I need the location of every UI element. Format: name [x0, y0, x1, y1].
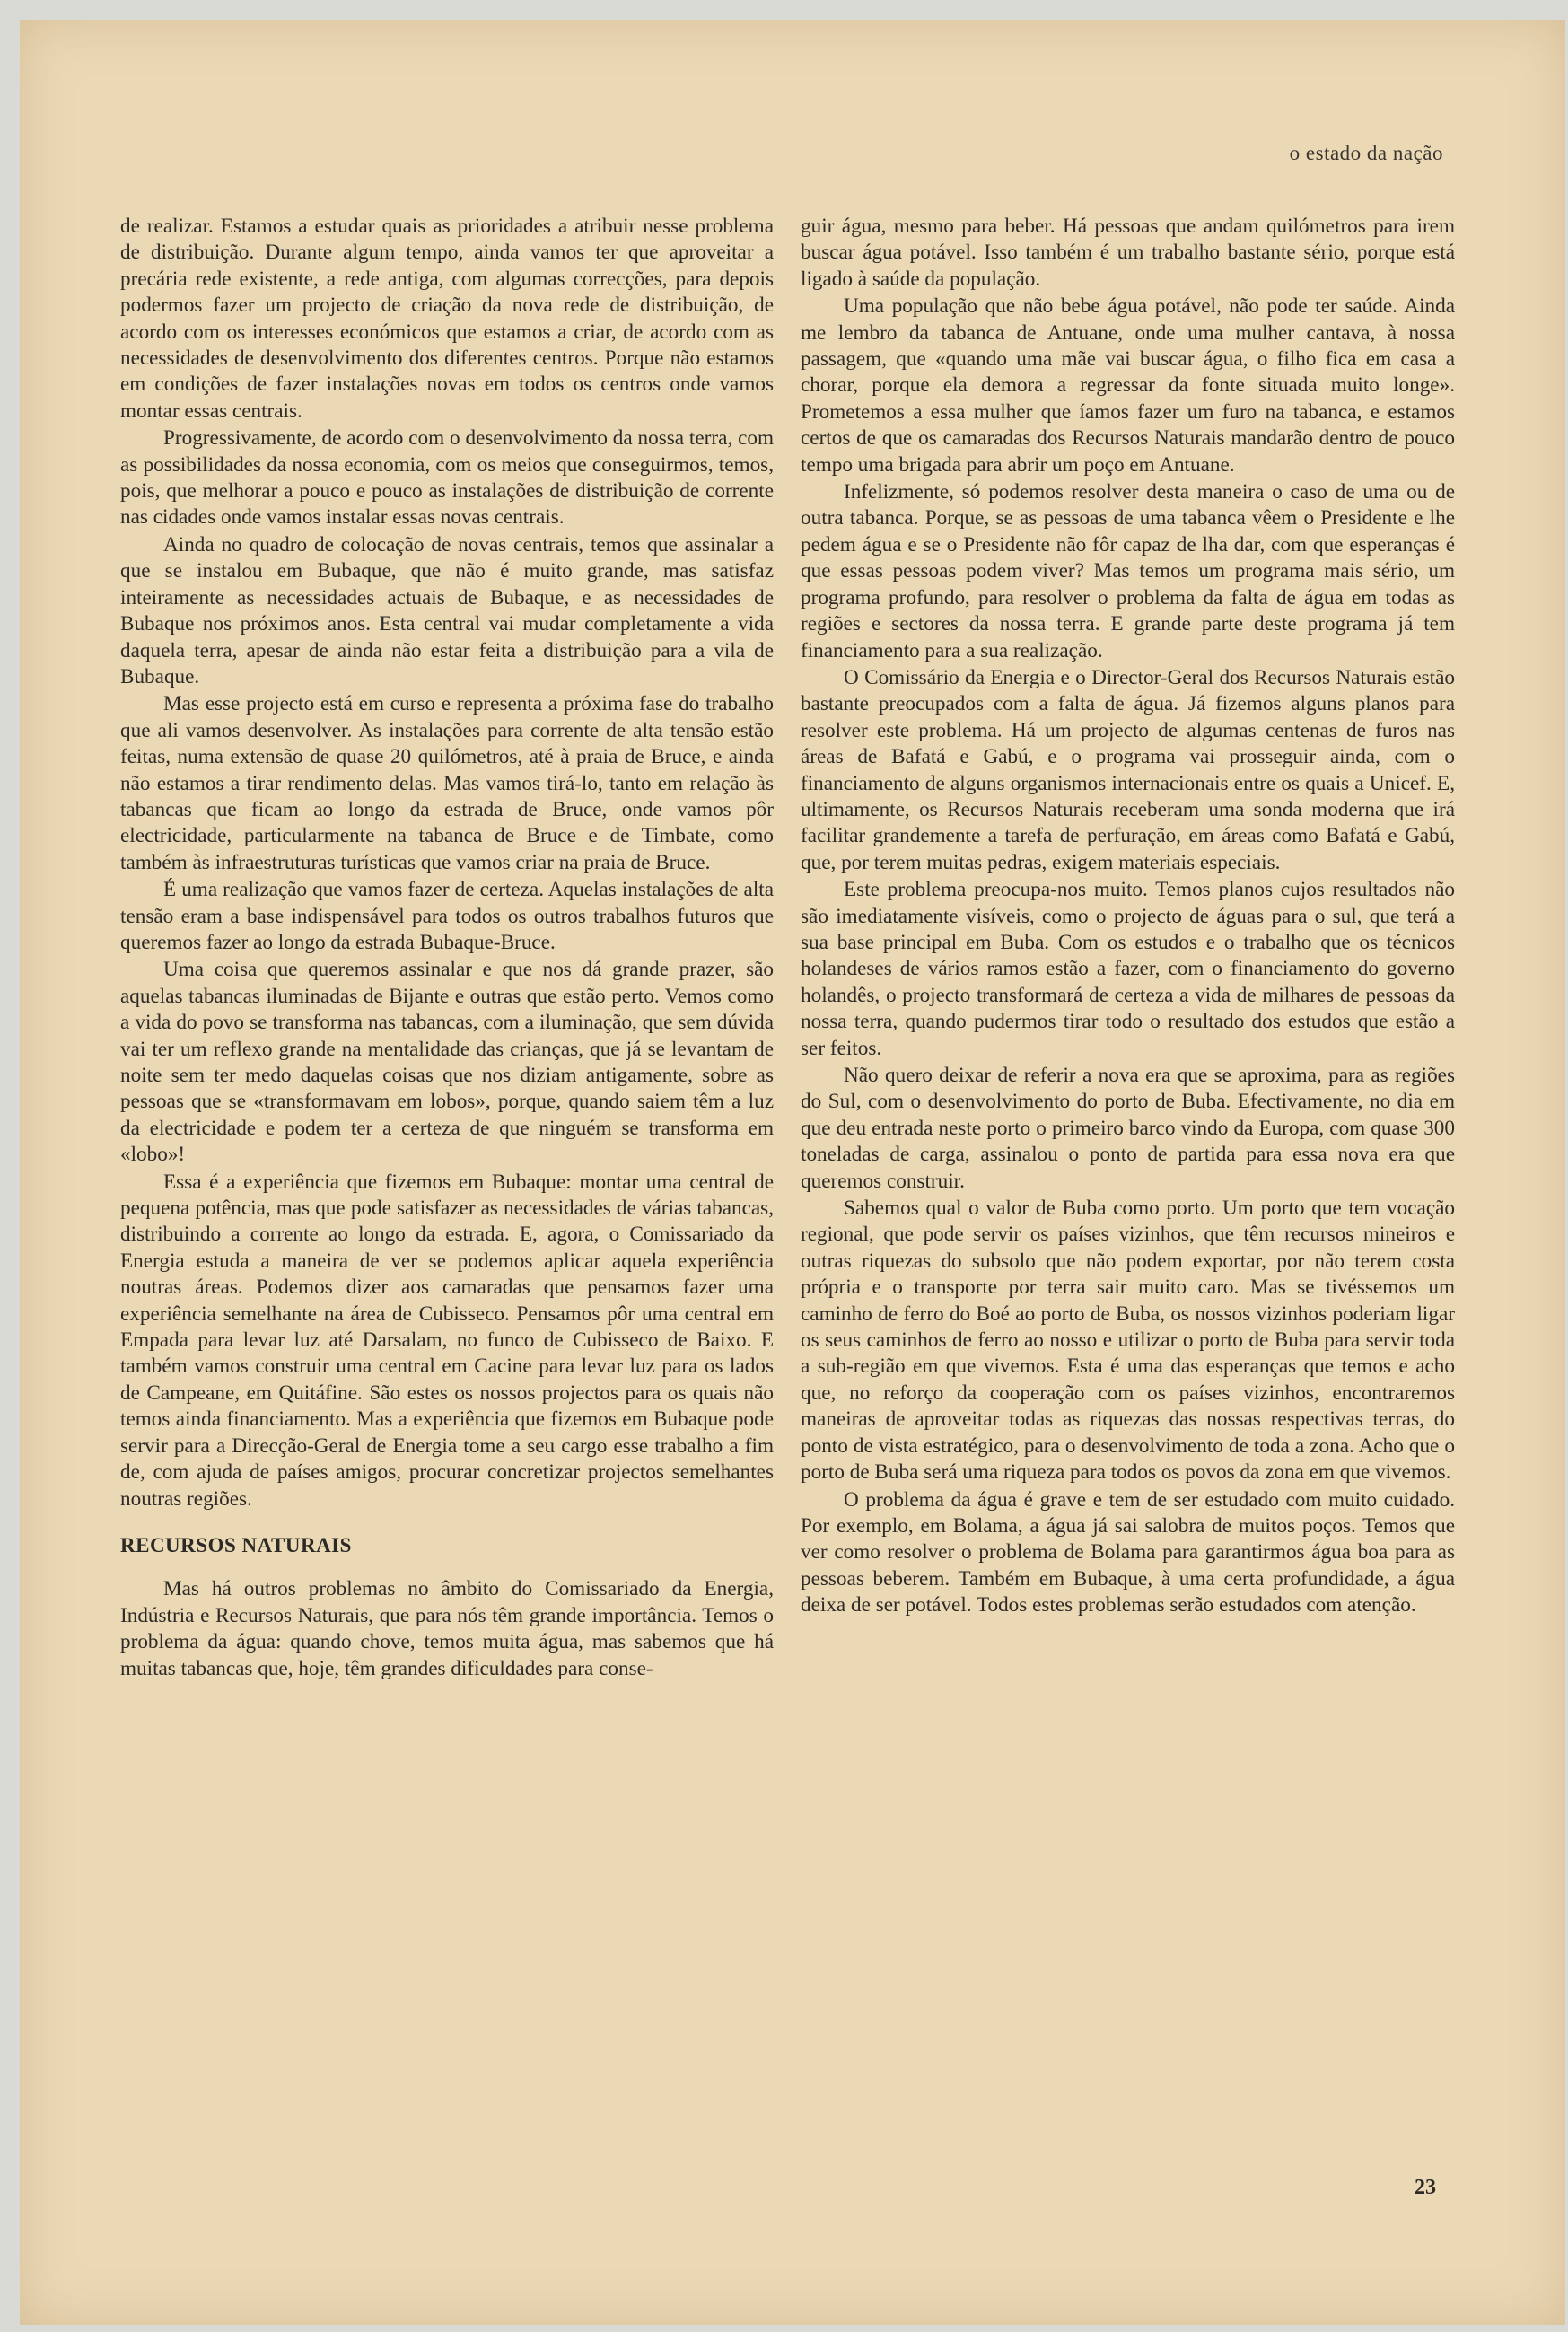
section-header: o estado da nação	[1289, 142, 1443, 164]
paragraph: O Comissário da Energia e o Director-Geral dos Recursos Naturais estão bastante preocupados com a falta de água. Já fizemos alguns planos para resolver este problema. Há um projecto de algumas centenas de furos nas áreas de Bafatá e Gabú, e o programa vai prosseguir ainda, com o financiamento de alguns organismos internacionais entre os quais a Unicef. E, ultimamente, os Recursos Naturais receberam uma sonda moderna que irá facilitar grandemente a tarefa de perfuração, em áreas como Bafatá e Gabú, que, por terem muitas pedras, exigem materiais especiais.	[801, 665, 1455, 874]
paragraph: Mas há outros problemas no âmbito do Comissariado da Energia, Indústria e Recursos Naturais, que para nós têm grande importância. Temos o problema da água: quando chove, temos muita água, mas sabemos que há muitas tabancas que, hoje, têm grandes dificuldades para conse-	[120, 1577, 774, 1680]
magazine-page	[20, 20, 1565, 2325]
paragraph: É uma realização que vamos fazer de certeza. Aquelas instalações de alta tensão eram a base indispensável para todos os outros trabalhos futuros que queremos fazer ao longo da estrada Bubaque-Bruce.	[120, 878, 774, 954]
paragraph: Progressivamente, de acordo com o desenvolvimento da nossa terra, com as possibilidades da nossa economia, com os meios que conseguirmos, temos, pois, que melhorar a pouco e pouco as instalações de distribuição de corrente nas cidades onde vamos instalar essas novas centrais.	[120, 426, 774, 530]
paragraph: O problema da água é grave e tem de ser estudado com muito cuidado. Por exemplo, em Bolama, a água já sai salobra de muitos poços. Temos que ver como resolver o problema de Bolama para garantirmos água boa para as pessoas beberem. Também em Bubaque, à uma certa profundidade, a água deixa de ser potável. Todos estes problemas serão estudados com atenção.	[801, 1487, 1455, 1617]
paragraph: Sabemos qual o valor de Buba como porto. Um porto que tem vocação regional, que pode servir os países vizinhos, que têm recursos mineiros e outras riquezas do subsolo que não podem exportar, por não terem costa própria e o transporte por terra sair muito caro. Mas se tivéssemos um caminho de ferro do Boé ao porto de Buba, os nossos vizinhos poderiam ligar os seus caminhos de ferro ao nosso e utilizar o porto de Buba para servir toda a sub-região em que vivemos. Esta é uma das esperanças que temos e acho que, no reforço da cooperação com os países vizinhos, encontraremos maneiras de aproveitar todas as riquezas das nossas respectivas terras, do ponto de vista estratégico, para o desenvolvimento de toda a zona. Acho que o porto de Buba será uma riqueza para todos os povos da zona em que vivemos.	[801, 1197, 1455, 1485]
paragraph: de realizar. Estamos a estudar quais as prioridades a atribuir nesse problema de distribuição. Durante algum tempo, ainda vamos ter que aproveitar a precária rede existente, a rede antiga, com algumas correcções, para depois podermos fazer um projecto de criação da nova rede de distribuição, de acordo com os interesses económicos que estamos a criar, de acordo com as necessidades de desenvolvimento dos diferentes centros. Porque não estamos em condições de fazer instalações novas em todos os centros onde vamos montar essas centrais.	[120, 215, 774, 423]
paragraph: Não quero deixar de referir a nova era que se aproxima, para as regiões do Sul, com o desenvolvimento do porto de Buba. Efectivamente, no dia em que deu entrada neste porto o primeiro barco vindo da Europa, com quase 300 toneladas de carga, assinalou o ponto de partida para essa nova era que queremos construir.	[801, 1064, 1455, 1193]
paragraph: Essa é a experiência que fizemos em Bubaque: montar uma central de pequena potência, mas que pode satisfazer as necessidades de várias tabancas, distribuindo a corrente ao longo da estrada. E, agora, o Comissariado da Energia estuda a maneira de ver se podemos aplicar aquela experiência noutras áreas. Podemos dizer aos camaradas que pensamos fazer uma experiência semelhante na área de Cubisseco. Pensamos pôr uma central em Empada para levar luz até Darsalam, no funco de Cubisseco de Baixo. E também vamos construir uma central em Cacine para levar luz para os lados de Campeane, em Quitáfine. São estes os nossos projectos para os quais não temos ainda financiamento. Mas a experiência que fizemos em Bubaque pode servir para a Direcção-Geral de Energia tome a seu cargo esse trabalho a fim de, com ajuda de países amigos, procurar concretizar projectos semelhantes noutras regiões.	[120, 1170, 774, 1511]
right-column	[801, 214, 1455, 1620]
paragraph: Ainda no quadro de colocação de novas centrais, temos que assinalar a que se instalou em Bubaque, que não é muito grande, mas satisfaz inteiramente as necessidades actuais de Bubaque, e as necessidades de Bubaque nos próximos anos. Esta central vai mudar completamente a vida daquela terra, apesar de ainda não estar feita a distribuição para a vila de Bubaque.	[120, 532, 774, 688]
paragraph: Mas esse projecto está em curso e representa a próxima fase do trabalho que ali vamos desenvolver. As instalações para corrente de alta tensão estão feitas, numa extensão de quase 20 quilómetros, até à praia de Bruce, e ainda não estamos a tirar rendimento delas. Mas vamos tirá-lo, tanto em relação às tabancas que ficam ao longo da estrada de Bruce, onde vamos pôr electricidade, particularmente na tabanca de Bruce e de Timbate, como também às infraestruturas turísticas que vamos criar na praia de Bruce.	[120, 692, 774, 874]
paragraph: Uma coisa que queremos assinalar e que nos dá grande prazer, são aquelas tabancas iluminadas de Bijante e outras que estão perto. Vemos como a vida do povo se transforma nas tabancas, com a iluminação, que sem dúvida vai ter um reflexo grande na mentalidade das crianças, que já se levantam de noite sem ter medo daquelas coisas que nos diziam antigamente, sobre as pessoas que se «transformavam em lobos», porque, quando saiem têm a luz da electricidade e podem ter a certeza de que ninguém se transforma em «lobo»!	[120, 958, 774, 1167]
left-column	[120, 214, 774, 1683]
paragraph: Uma população que não bebe água potável, não pode ter saúde. Ainda me lembro da tabanca de Antuane, onde uma mulher cantava, à nossa passagem, que «quando uma mãe vai buscar água, o filho fica em casa a chorar, porque ela demora a regressar da fonte situada muito longe». Prometemos a essa mulher que íamos fazer um furo na tabanca, e estamos certos de que os camaradas dos Recursos Naturais mandarão dentro de pouco tempo uma brigada para abrir um poço em Antuane.	[801, 294, 1455, 477]
page-number: 23	[1415, 2176, 1436, 2199]
section-title: RECURSOS NATURAIS	[120, 1533, 352, 1556]
paragraph: Infelizmente, só podemos resolver desta maneira o caso de uma ou de outra tabanca. Porque, se as pessoas de uma tabanca vêem o Presidente e lhe pedem água e se o Presidente não fôr capaz de lha dar, com que esperanças é que essas pessoas podem viver? Mas temos um programa mais sério, um programa profundo, para resolver o problema da falta de água em todas as regiões e sectores da nossa terra. E grande parte deste programa já tem financiamento para a sua realização.	[801, 480, 1455, 662]
paragraph: guir água, mesmo para beber. Há pessoas que andam quilómetros para irem buscar água potável. Isso também é um trabalho bastante sério, porque está ligado à saúde da população.	[801, 215, 1455, 291]
paragraph: Este problema preocupa-nos muito. Temos planos cujos resultados não são imediatamente visíveis, como o projecto de águas para o sul, que terá a sua base principal em Buba. Com os estudos e o trabalho que os técnicos holandeses de vários ramos estão a fazer, com o financiamento do governo holandês, o projecto transformará de certeza a vida de milhares de pessoas da nossa terra, quando pudermos tirar todo o resultado dos estudos que estão a ser feitos.	[801, 878, 1455, 1060]
